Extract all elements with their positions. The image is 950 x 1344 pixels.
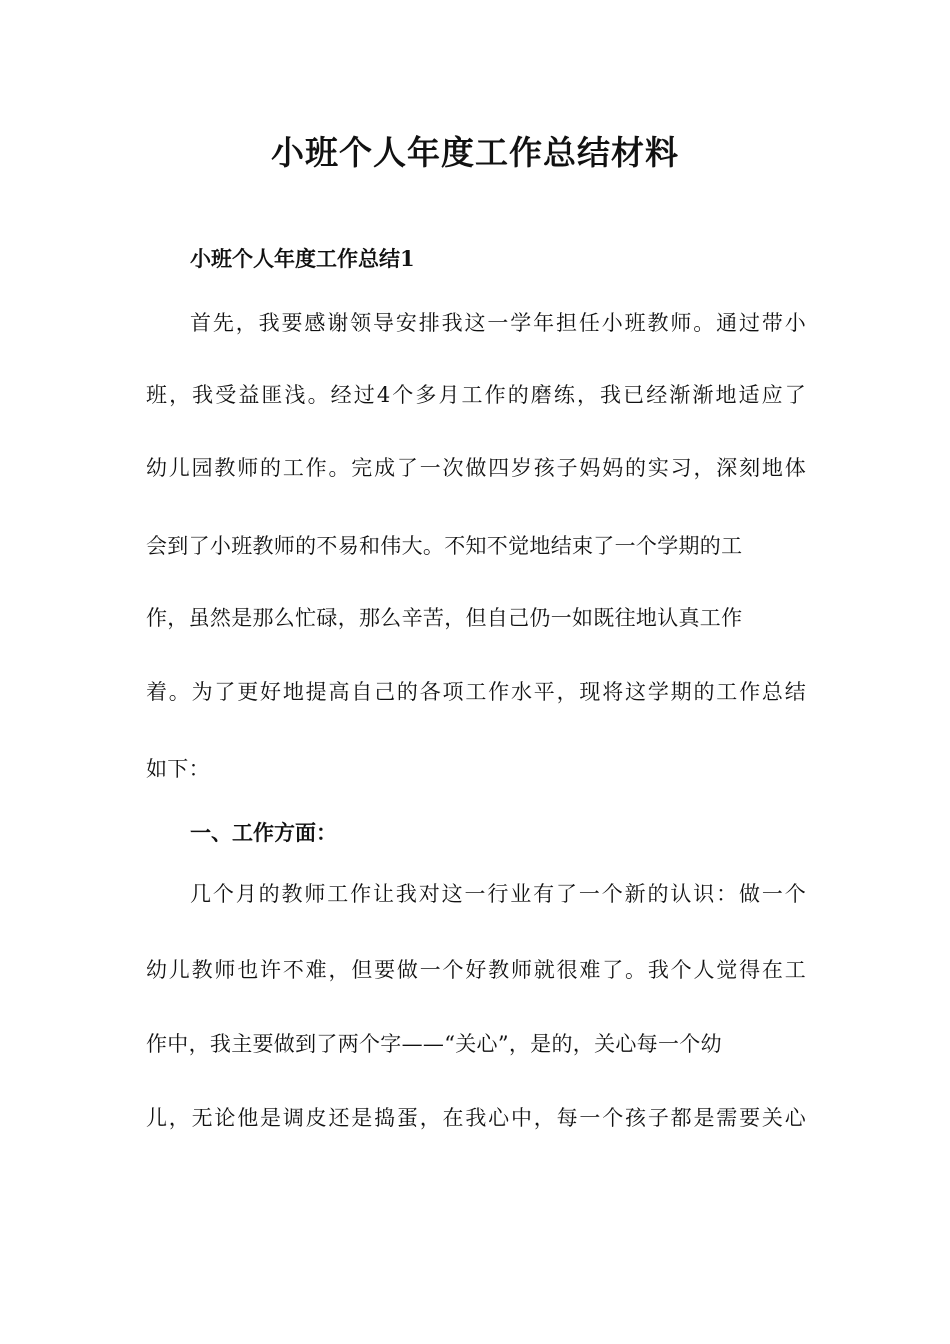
paragraph-line: 班，我受益匪浅。经过4个多月工作的磨练，我已经渐渐地适应了 [146, 383, 806, 407]
section-heading: 小班个人年度工作总结1 [190, 246, 415, 271]
paragraph-line: 几个月的教师工作让我对这一行业有了一个新的认识：做一个 [190, 882, 806, 906]
paragraph-line: 作，虽然是那么忙碌，那么辛苦，但自己仍一如既往地认真工作 [146, 606, 743, 630]
paragraph-line: 首先，我要感谢领导安排我这一学年担任小班教师。通过带小 [190, 311, 806, 335]
paragraph-line: 作中，我主要做到了两个字——“关心”，是的，关心每一个幼 [146, 1032, 722, 1056]
paragraph-line: 幼儿园教师的工作。完成了一次做四岁孩子妈妈的实习，深刻地体 [146, 456, 806, 480]
subheading-work: 一、工作方面： [190, 820, 337, 845]
paragraph-line: 儿，无论他是调皮还是捣蛋，在我心中，每一个孩子都是需要关心 [146, 1106, 806, 1130]
paragraph-line: 着。为了更好地提高自己的各项工作水平，现将这学期的工作总结 [146, 680, 806, 704]
paragraph-line: 会到了小班教师的不易和伟大。不知不觉地结束了一个学期的工 [146, 534, 743, 558]
paragraph-line: 幼儿教师也许不难，但要做一个好教师就很难了。我个人觉得在工 [146, 958, 806, 982]
paragraph-line: 如下： [146, 757, 210, 781]
document-title: 小班个人年度工作总结材料 [271, 133, 679, 172]
